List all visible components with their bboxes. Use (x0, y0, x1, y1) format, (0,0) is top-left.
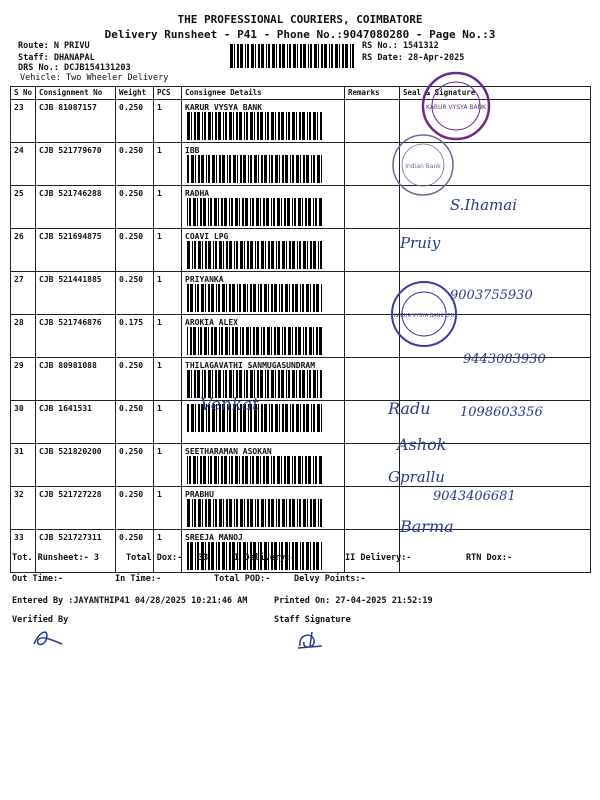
weight-cell: 0.250 (116, 358, 154, 401)
consignee-name: AROKIA ALEX (185, 318, 238, 327)
pcs-cell: 1 (154, 143, 182, 186)
pcs-cell: 1 (154, 487, 182, 530)
consignee-cell (182, 530, 345, 573)
consignment-no-cell: CJB 521727311 (36, 530, 116, 573)
sno-cell: 28 (11, 315, 36, 358)
pcs-cell: 1 (154, 401, 182, 444)
consignee-barcode (185, 499, 325, 527)
svg-text:Radu: Radu (388, 399, 431, 418)
col-consignment: Consignment No (36, 87, 116, 100)
row25-signature (440, 190, 590, 220)
svg-text:9443083930: 9443083930 (463, 352, 546, 367)
pcs-cell: 1 (154, 186, 182, 229)
vehicle-label: Vehicle: Two Wheeler Delivery (20, 73, 169, 83)
sno-cell: 30 (11, 401, 36, 444)
staff-signature-mark (292, 624, 332, 654)
sno-cell: 32 (11, 487, 36, 530)
in-time-label: In Time:- (115, 574, 162, 584)
consignee-name: KARUR VYSYA BANK (185, 103, 263, 112)
sno-cell: 24 (11, 143, 36, 186)
svg-text:S.Ihamai: S.Ihamai (450, 196, 518, 214)
route-label: Route: N PRIVU (18, 41, 90, 51)
total-dox-label: Total Dox:- (126, 553, 183, 563)
consignment-no-cell: CJB 521727228 (36, 487, 116, 530)
rs-no-label: RS No.: 1541312 (362, 41, 439, 51)
consignee-cell (182, 487, 345, 530)
pcs-cell: 1 (154, 358, 182, 401)
i-delivery-label: I Delivery:- (234, 553, 296, 563)
table-row (11, 100, 591, 143)
consignee-name: PRABHU (185, 490, 214, 499)
weight-cell: 0.250 (116, 401, 154, 444)
consignment-no-cell: CJB 521746876 (36, 315, 116, 358)
consignee-name: SEETHARAMAN ASOKAN (185, 447, 272, 456)
row30-signature (388, 392, 588, 426)
row31-signature (392, 430, 482, 460)
svg-text:KARUR VYSYA BANK: KARUR VYSYA BANK (425, 104, 487, 111)
sno-cell: 27 (11, 272, 36, 315)
rtn-dox-label: RTN Dox:- (466, 553, 513, 563)
row32-signature (388, 466, 588, 508)
svg-text:Pruiy: Pruiy (400, 234, 441, 252)
sno-cell: 26 (11, 229, 36, 272)
sno-cell: 25 (11, 186, 36, 229)
table-row (11, 229, 591, 272)
row28-phone (445, 283, 585, 307)
consignment-no-cell: CJB 521779670 (36, 143, 116, 186)
consignment-no-cell: CJB 521746288 (36, 186, 116, 229)
pcs-cell: 1 (154, 530, 182, 573)
col-remarks: Remarks (345, 87, 400, 100)
consignee-barcode (185, 456, 325, 484)
consignee-barcode (185, 327, 325, 355)
weight-cell: 0.250 (116, 229, 154, 272)
ii-delivery-label: II Delivery:- (345, 553, 412, 563)
col-consignee: Consignee Details (182, 87, 345, 100)
staff-signature-label: Staff Signature (274, 615, 351, 625)
consignment-no-cell: CJB 521694875 (36, 229, 116, 272)
tot-runsheet: Tot. Runsheet:- 3 (12, 553, 99, 563)
total-pod-label: Total POD:- (214, 574, 271, 584)
weight-cell: 0.250 (116, 530, 154, 573)
out-time-label: Out Time:- (12, 574, 64, 584)
sno-cell: 31 (11, 444, 36, 487)
runsheet-subtitle: Delivery Runsheet - P41 - Phone No.:9047080280 - Page No.:3 (104, 28, 496, 41)
svg-text:Barma: Barma (400, 517, 454, 536)
consignee-cell (182, 444, 345, 487)
company-title: THE PROFESSIONAL COURIERS, COIMBATORE (177, 13, 423, 26)
consignee-name: PRIYANKA (185, 275, 224, 284)
pcs-cell: 1 (154, 272, 182, 315)
staff-label: Staff: DHANAPAL (18, 53, 95, 63)
consignee-cell (182, 143, 345, 186)
consignment-no-cell: CJB 81087157 (36, 100, 116, 143)
row30-consignee-handwritten (190, 388, 330, 418)
sno-cell: 29 (11, 358, 36, 401)
consignment-no-cell: CJB 521441885 (36, 272, 116, 315)
consignment-no-cell: CJB 521820200 (36, 444, 116, 487)
sno-cell: 33 (11, 530, 36, 573)
table-row (11, 530, 591, 573)
total-dox-value: 33 (198, 553, 209, 563)
consignee-name: COAVI LPG (185, 232, 229, 241)
weight-cell: 0.250 (116, 143, 154, 186)
consignee-barcode (185, 155, 325, 183)
row29-phone (458, 348, 588, 370)
consignee-cell (182, 315, 345, 358)
consignee-name: SREEJA MANOJ (185, 533, 243, 542)
weight-cell: 0.250 (116, 272, 154, 315)
drs-label: DRS No.: DCJB154131203 (18, 63, 131, 73)
pcs-cell: 1 (154, 100, 182, 143)
weight-cell: 0.250 (116, 444, 154, 487)
weight-cell: 0.250 (116, 100, 154, 143)
col-pcs: PCS (154, 87, 182, 100)
pcs-cell: 1 (154, 229, 182, 272)
consignment-no-cell: CJB 1641531 (36, 401, 116, 444)
svg-text:Venkat: Venkat (200, 395, 259, 415)
pcs-cell: 1 (154, 444, 182, 487)
weight-cell: 0.250 (116, 487, 154, 530)
remarks-cell (345, 530, 400, 573)
consignee-barcode (185, 284, 325, 312)
consignee-name: RADHA (185, 189, 210, 198)
consignee-cell (182, 100, 345, 143)
consignee-cell (182, 272, 345, 315)
consignee-barcode (185, 112, 325, 140)
table-header-row (11, 87, 591, 100)
pcs-cell: 1 (154, 315, 182, 358)
svg-text:Ashok: Ashok (397, 435, 447, 454)
svg-text:9003755930: 9003755930 (450, 288, 533, 303)
weight-cell: 0.250 (116, 186, 154, 229)
remarks-cell (345, 229, 400, 272)
header-barcode (228, 44, 358, 68)
col-sno: S No (11, 87, 36, 100)
sno-cell: 23 (11, 100, 36, 143)
consignment-no-cell: CJB 80981088 (36, 358, 116, 401)
delvy-points-label: Delvy Points:- (294, 574, 366, 584)
consignee-barcode (185, 198, 325, 226)
row33-signature (395, 512, 485, 540)
svg-text:9043406681: 9043406681 (433, 489, 516, 504)
rs-date-label: RS Date: 28-Apr-2025 (362, 53, 465, 63)
consignee-name: IBB (185, 146, 200, 155)
svg-text:1098603356: 1098603356 (460, 405, 543, 420)
verified-by-label: Verified By (12, 615, 69, 625)
svg-text:Indian Bank: Indian Bank (405, 163, 441, 170)
consignee-cell (182, 186, 345, 229)
col-weight: Weight (116, 87, 154, 100)
verified-by-signature (28, 622, 68, 652)
svg-text:Gprallu: Gprallu (388, 468, 445, 486)
weight-cell: 0.175 (116, 315, 154, 358)
printed-on: Printed On: 27-04-2025 21:52:19 (274, 596, 433, 606)
row26-signature (395, 228, 475, 258)
table-row (11, 143, 591, 186)
consignee-barcode (185, 241, 325, 269)
consignee-name: THILAGAVATHI SANMUGASUNDRAM (185, 361, 316, 370)
col-seal-signature: Seal & Signature (400, 87, 591, 100)
consignee-cell (182, 229, 345, 272)
svg-text:KARUR VYSYA BANK LTD: KARUR VYSYA BANK LTD (393, 313, 455, 319)
entered-by: Entered By :JAYANTHIP41 04/28/2025 10:21:46 AM (12, 596, 248, 606)
